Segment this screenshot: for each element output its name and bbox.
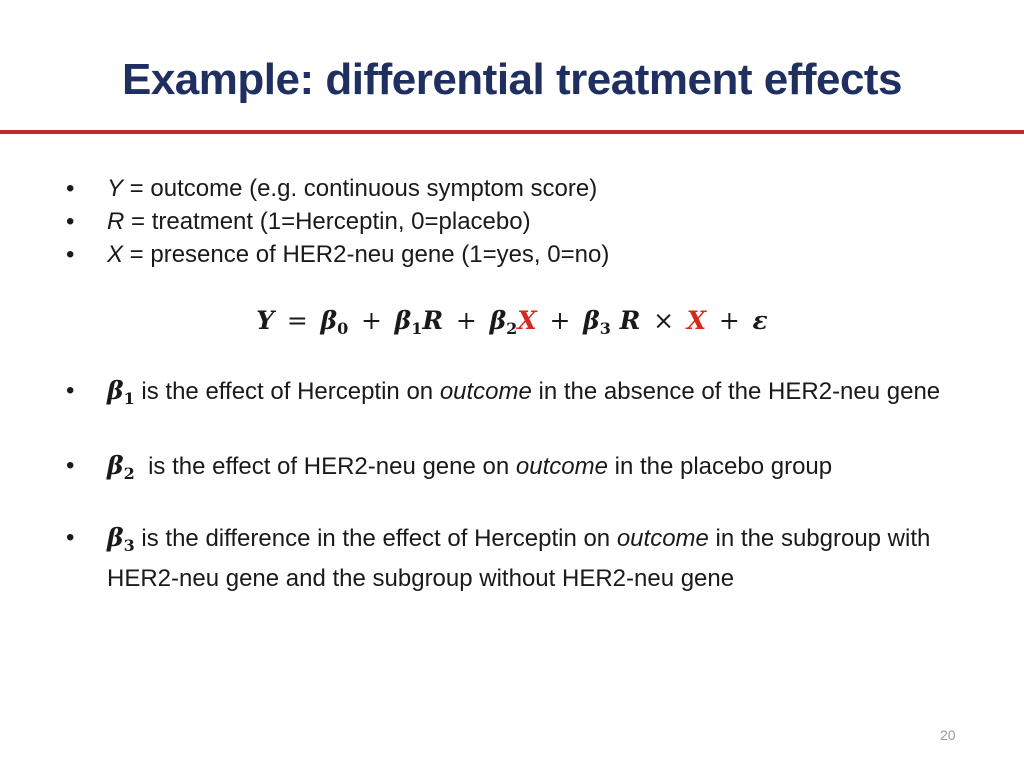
beta-letter: β bbox=[107, 523, 124, 552]
outcome-emphasis: outcome bbox=[616, 525, 709, 552]
interpretation-text: in the absence of the HER2-neu gene bbox=[531, 378, 941, 405]
beta-0-subscript: 0 bbox=[337, 319, 349, 338]
beta-subscript: 2 bbox=[123, 464, 135, 483]
regression-equation bbox=[0, 306, 1024, 338]
equals-sign: = bbox=[286, 306, 308, 335]
interpretation-text: is the difference in the effect of Herceptin on bbox=[134, 525, 617, 552]
term-x: X bbox=[517, 306, 537, 335]
beta-letter: β bbox=[107, 376, 124, 405]
coefficient-interpretations bbox=[66, 374, 966, 595]
variable-x: X bbox=[107, 241, 124, 268]
interpretation-text: in the placebo group bbox=[607, 453, 833, 480]
beta-2-subscript: 2 bbox=[506, 319, 518, 338]
times-sign: × bbox=[653, 306, 675, 335]
beta-1: β bbox=[394, 306, 412, 335]
outcome-emphasis: outcome bbox=[439, 378, 532, 405]
beta-0: β bbox=[320, 306, 338, 335]
variable-r: R bbox=[107, 208, 125, 235]
definition-text-r: = treatment (1=Herceptin, 0=placebo) bbox=[124, 208, 531, 235]
variable-y: Y bbox=[107, 175, 124, 202]
equation-lhs: Y bbox=[256, 306, 275, 335]
interpretation-beta-3 bbox=[66, 521, 966, 595]
beta-3-subscript: 3 bbox=[599, 319, 611, 338]
definition-text-x: = presence of HER2-neu gene (1=yes, 0=no) bbox=[123, 241, 610, 268]
interpretation-text: is the effect of HER2-neu gene on bbox=[134, 453, 516, 480]
beta-1-symbol bbox=[107, 376, 135, 408]
plus-sign: + bbox=[549, 306, 571, 335]
outcome-emphasis: outcome bbox=[515, 453, 608, 480]
slide-title: Example: differential treatment effects bbox=[121, 55, 903, 104]
beta-letter: β bbox=[107, 451, 124, 480]
beta-3: β bbox=[583, 306, 600, 335]
plus-sign: + bbox=[360, 306, 382, 335]
beta-subscript: 3 bbox=[123, 536, 135, 555]
plus-sign: + bbox=[455, 306, 477, 335]
page-number: 20 bbox=[940, 727, 956, 743]
definition-item-r bbox=[66, 205, 609, 238]
beta-subscript: 1 bbox=[123, 389, 135, 408]
interpretation-text: in the subgroup with HER2-neu gene and the subgroup without HER2-neu gene bbox=[107, 525, 931, 592]
error-term: ε bbox=[752, 306, 768, 335]
title-divider bbox=[0, 130, 1024, 134]
beta-2-symbol bbox=[107, 451, 135, 483]
definition-item-y bbox=[66, 172, 609, 205]
beta-3-symbol bbox=[107, 523, 135, 555]
beta-1-subscript: 1 bbox=[411, 319, 423, 338]
interaction-x: X bbox=[686, 306, 707, 335]
term-r: R bbox=[422, 306, 444, 335]
definition-item-x bbox=[66, 238, 609, 271]
beta-2: β bbox=[489, 306, 507, 335]
interpretation-beta-2 bbox=[66, 449, 966, 490]
plus-sign: + bbox=[718, 306, 740, 335]
variable-definitions bbox=[66, 172, 609, 271]
interpretation-text: is the effect of Herceptin on bbox=[134, 378, 440, 405]
definition-text-y: = outcome (e.g. continuous symptom score) bbox=[123, 175, 598, 202]
interpretation-beta-1 bbox=[66, 374, 966, 415]
interaction-r: R bbox=[619, 306, 641, 335]
